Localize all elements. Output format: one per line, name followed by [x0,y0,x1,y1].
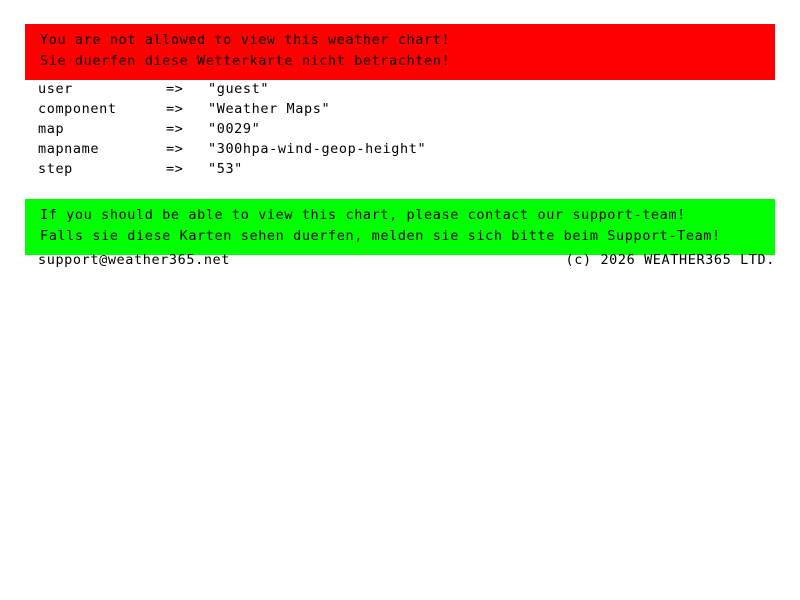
detail-key-component: component [38,101,117,117]
detail-value-mapname: "300hpa-wind-geop-height" [208,141,427,157]
copyright-text: (c) 2026 WEATHER365 LTD. [565,252,775,268]
detail-arrow: => [166,81,184,97]
support-banner-line-en: If you should be able to view this chart, please contact our support-team! [40,207,686,223]
error-banner [25,24,775,80]
detail-arrow: => [166,101,184,117]
error-banner-line-en: You are not allowed to view this weather chart! [40,32,451,48]
detail-value-map: "0029" [208,121,261,137]
footer [38,250,775,270]
detail-arrow: => [166,161,184,177]
detail-key-user: user [38,81,73,97]
table-row [38,139,426,159]
table-row [38,119,426,139]
support-banner [25,199,775,255]
detail-key-step: step [38,161,73,177]
support-email-link[interactable]: support@weather365.net [38,252,231,268]
request-details-table [38,79,426,179]
error-banner-line-de: Sie duerfen diese Wetterkarte nicht betrachten! [40,53,451,69]
detail-arrow: => [166,141,184,157]
detail-key-mapname: mapname [38,141,100,157]
detail-value-step: "53" [208,161,243,177]
table-row [38,79,426,99]
support-banner-line-de: Falls sie diese Karten sehen duerfen, melden sie sich bitte beim Support-Team! [40,228,721,244]
table-row [38,99,426,119]
table-row [38,159,426,179]
detail-arrow: => [166,121,184,137]
detail-key-map: map [38,121,65,137]
detail-value-component: "Weather Maps" [208,101,331,117]
detail-value-user: "guest" [208,81,270,97]
